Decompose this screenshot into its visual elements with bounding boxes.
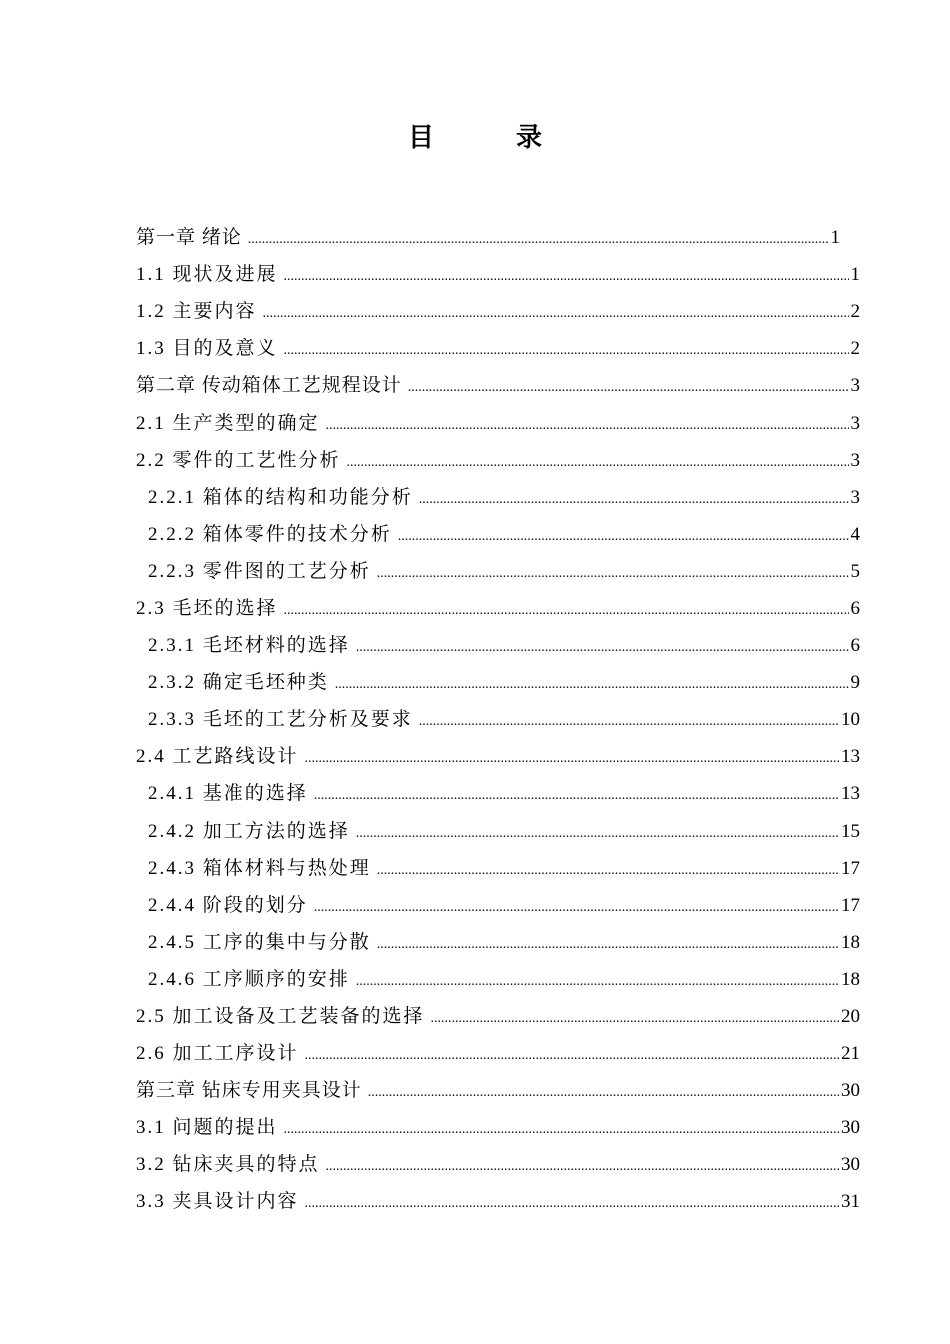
toc-entry-page-number: 3 bbox=[850, 375, 860, 397]
toc-entry-label: 2.4.3 箱体材料与热处理 bbox=[148, 857, 371, 879]
toc-entry[interactable] bbox=[136, 553, 860, 590]
toc-entry-label: 2.4.4 阶段的划分 bbox=[148, 894, 308, 916]
toc-leader-dots bbox=[347, 444, 849, 481]
toc-entry[interactable] bbox=[136, 1146, 860, 1183]
toc-entry-label: 3.1 问题的提出 bbox=[136, 1117, 278, 1139]
toc-entry-page-number: 6 bbox=[850, 635, 860, 657]
toc-entry-page-number: 15 bbox=[841, 820, 860, 842]
toc-entry-page-number: 17 bbox=[841, 894, 860, 916]
toc-entry-label: 2.6 加工工序设计 bbox=[136, 1043, 299, 1065]
toc-entry-label: 2.2 零件的工艺性分析 bbox=[136, 449, 341, 471]
toc-entry-page-number: 6 bbox=[850, 597, 860, 619]
toc-entry-page-number: 5 bbox=[850, 560, 860, 582]
toc-leader-dots bbox=[314, 889, 839, 926]
toc-entry-page-number: 2 bbox=[850, 301, 860, 323]
toc-leader-dots bbox=[326, 1148, 839, 1185]
toc-entry[interactable] bbox=[136, 627, 860, 664]
toc-entry[interactable] bbox=[136, 998, 860, 1035]
toc-leader-dots bbox=[408, 369, 849, 406]
toc-entry-page-number: 21 bbox=[841, 1043, 860, 1065]
toc-entry[interactable] bbox=[136, 664, 860, 701]
toc-entry-label: 2.4.2 加工方法的选择 bbox=[148, 820, 350, 842]
toc-entry-page-number: 20 bbox=[841, 1006, 860, 1028]
toc-leader-dots bbox=[314, 777, 839, 814]
toc-entry-label: 2.2.3 零件图的工艺分析 bbox=[148, 560, 371, 582]
toc-leader-dots bbox=[356, 629, 849, 666]
toc-entry[interactable] bbox=[136, 738, 860, 775]
toc-entry[interactable] bbox=[136, 850, 860, 887]
toc-leader-dots bbox=[248, 221, 829, 258]
toc-entry[interactable] bbox=[136, 1072, 860, 1109]
toc-entry-page-number: 9 bbox=[850, 672, 860, 694]
toc-entry[interactable] bbox=[136, 442, 860, 479]
toc-entry-label: 1.3 目的及意义 bbox=[136, 338, 278, 360]
toc-entry-label: 2.3 毛坯的选择 bbox=[136, 597, 278, 619]
toc-leader-dots bbox=[368, 1074, 839, 1111]
toc-entry-page-number: 13 bbox=[841, 746, 860, 768]
toc-entry[interactable] bbox=[136, 590, 860, 627]
toc-entry-label: 2.4.1 基准的选择 bbox=[148, 783, 308, 805]
toc-entry[interactable] bbox=[136, 701, 860, 738]
toc-leader-dots bbox=[377, 555, 849, 592]
toc-entry-page-number: 30 bbox=[841, 1154, 860, 1176]
toc-leader-dots bbox=[263, 295, 849, 332]
toc-entry[interactable] bbox=[136, 219, 860, 256]
toc-entry[interactable] bbox=[136, 813, 860, 850]
toc-leader-dots bbox=[284, 332, 849, 369]
toc-leader-dots bbox=[305, 1185, 839, 1222]
toc-entry-page-number: 30 bbox=[841, 1080, 860, 1102]
toc-entry-page-number: 3 bbox=[850, 412, 860, 434]
toc-entry-label: 3.3 夹具设计内容 bbox=[136, 1191, 299, 1213]
toc-entry-label: 2.3.2 确定毛坯种类 bbox=[148, 672, 329, 694]
toc-leader-dots bbox=[284, 592, 849, 629]
toc-entry[interactable] bbox=[136, 961, 860, 998]
toc-entry[interactable] bbox=[136, 479, 860, 516]
toc-leader-dots bbox=[326, 407, 849, 444]
toc-entry-label: 2.4.6 工序顺序的安排 bbox=[148, 968, 350, 990]
toc-leader-dots bbox=[377, 926, 839, 963]
toc-entry-page-number: 18 bbox=[841, 968, 860, 990]
toc-entry[interactable] bbox=[136, 293, 860, 330]
toc-entry[interactable] bbox=[136, 887, 860, 924]
toc-leader-dots bbox=[284, 258, 849, 295]
toc-entry-page-number: 4 bbox=[850, 523, 860, 545]
toc-entry-page-number: 1 bbox=[850, 264, 860, 286]
toc-entry-label: 2.2.2 箱体零件的技术分析 bbox=[148, 523, 392, 545]
toc-entry-page-number: 31 bbox=[841, 1191, 860, 1213]
toc-entry-page-number: 2 bbox=[850, 338, 860, 360]
toc-entry[interactable] bbox=[136, 330, 860, 367]
toc-entry-label: 2.4 工艺路线设计 bbox=[136, 746, 299, 768]
toc-leader-dots bbox=[431, 1000, 839, 1037]
toc-entry-label: 1.2 主要内容 bbox=[136, 301, 257, 323]
toc-entry-page-number: 17 bbox=[841, 857, 860, 879]
toc-entry-label: 3.2 钻床夹具的特点 bbox=[136, 1154, 320, 1176]
toc-entry[interactable] bbox=[136, 516, 860, 553]
toc-entry[interactable] bbox=[136, 1035, 860, 1072]
toc-leader-dots bbox=[419, 703, 839, 740]
toc-entry-page-number: 18 bbox=[841, 931, 860, 953]
toc-entry-label: 1.1 现状及进展 bbox=[136, 264, 278, 286]
toc-entry[interactable] bbox=[136, 404, 860, 441]
toc-leader-dots bbox=[284, 1111, 839, 1148]
toc-leader-dots bbox=[356, 963, 839, 1000]
toc-leader-dots bbox=[419, 481, 849, 518]
toc-entry[interactable] bbox=[136, 256, 860, 293]
toc-entry-page-number: 1 bbox=[830, 227, 840, 249]
toc-entry-page-number: 10 bbox=[841, 709, 860, 731]
toc-leader-dots bbox=[377, 852, 839, 889]
toc-leader-dots bbox=[356, 815, 839, 852]
toc-entry-page-number: 30 bbox=[841, 1117, 860, 1139]
toc-entry-label: 2.1 生产类型的确定 bbox=[136, 412, 320, 434]
toc-leader-dots bbox=[398, 518, 849, 555]
toc-entry[interactable] bbox=[136, 775, 860, 812]
table-of-contents bbox=[136, 219, 860, 1221]
toc-leader-dots bbox=[305, 1037, 839, 1074]
toc-entry-label: 2.4.5 工序的集中与分散 bbox=[148, 931, 371, 953]
toc-entry[interactable] bbox=[136, 924, 860, 961]
toc-leader-dots bbox=[305, 740, 839, 777]
toc-entry[interactable] bbox=[136, 367, 860, 404]
toc-entry[interactable] bbox=[136, 1183, 860, 1220]
toc-entry-label: 2.5 加工设备及工艺装备的选择 bbox=[136, 1006, 425, 1028]
toc-entry-label: 第二章 传动箱体工艺规程设计 bbox=[136, 375, 402, 397]
toc-entry-page-number: 13 bbox=[841, 783, 860, 805]
toc-entry-label: 第一章 绪论 bbox=[136, 227, 242, 249]
page-title: 目 录 bbox=[407, 123, 570, 153]
toc-entry-page-number: 3 bbox=[850, 449, 860, 471]
toc-entry[interactable] bbox=[136, 1109, 860, 1146]
toc-entry-page-number: 3 bbox=[850, 486, 860, 508]
toc-entry-label: 2.3.1 毛坯材料的选择 bbox=[148, 635, 350, 657]
toc-entry-label: 2.2.1 箱体的结构和功能分析 bbox=[148, 486, 413, 508]
toc-entry-label: 2.3.3 毛坯的工艺分析及要求 bbox=[148, 709, 413, 731]
toc-leader-dots bbox=[335, 666, 849, 703]
toc-entry-label: 第三章 钻床专用夹具设计 bbox=[136, 1080, 362, 1102]
